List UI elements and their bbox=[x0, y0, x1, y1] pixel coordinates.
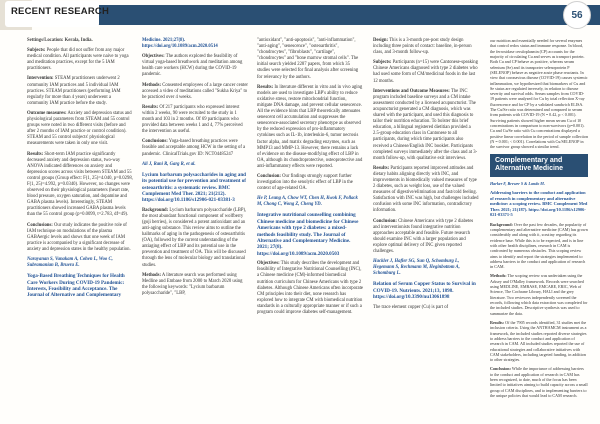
paragraph-text: While the importance of addressing barriers to the conduct and application of research in CAM has been recognized, to date, much of the focus has been limited to initiatives aiming to build capacity across a small group of CAM disciplines, and to implementing barriers to the unique policies that would lead to CAM research. bbox=[490, 366, 588, 399]
paragraph-text: Participants reported improved attitudes and dietary habits aligning directly with INC, and improvements in biomedically valued measures of type 2 diabetes, such as weight loss, use of the valued measures of digestive/elimination and fast/cold feeling. Satisfaction with INC was high, but challenges included confusion with some INC information, contradictory information. bbox=[373, 165, 479, 214]
paragraph-label: Intervention: bbox=[27, 76, 54, 82]
paragraph-label: Objectives: bbox=[257, 261, 280, 267]
paragraph-label: Objectives: bbox=[142, 54, 165, 60]
paragraph-text: This is a 3-month pre-post study design including three points of contact: baseline, in-person class, and 3-month follow-up. bbox=[373, 38, 472, 56]
paragraph-label: Subjects: bbox=[27, 48, 46, 54]
abstract-paragraph bbox=[27, 223, 133, 253]
paragraph-text: A literature search was performed using Medline and Embase from 2000 to March 2020 using the following keywords: "Lycium barbarum polysaccharide", "LBP, bbox=[142, 272, 243, 296]
article-title: Addressing barriers to the conduct and application of research in complementary and alternative medicine: a scoping review. BMC Complement Med Ther. 2021; 21(187). https://doi.org/10.1186/s12906-021-03371-5 bbox=[490, 190, 588, 218]
abstract-paragraph bbox=[142, 139, 248, 157]
paragraph-text: Our findings strongly support further investigation into the senolytic effect of LBP in the context of age-related OA. bbox=[257, 173, 353, 192]
paragraph-label: Methods: bbox=[490, 273, 507, 279]
article-title: Integrative nutritional counselling combining Chinese medicine and biomedicine for Chinese Americans with type 2 diabetes: a mixed-methods feasibility study. The Journal of Alternative and Complementary Medicine. 2021; 27(8). https://doi.org/10.1089/acm.2020.0503 bbox=[257, 212, 359, 257]
study-setting: Settings/Location: Kerala, India. bbox=[27, 38, 93, 43]
paragraph-text: Consented employees of a large cancer center accessed a video of meditations called "Sukha Kriya" to be practiced over 4 weeks. bbox=[142, 82, 248, 100]
column-5 bbox=[490, 38, 588, 402]
paragraph-label: Conclusions: bbox=[142, 139, 168, 145]
paragraph-text: Over the past few decades, the popularity of complementary and alternative medicine (CAM) has grown considerably and along with it, scrutiny regarding its evidence base. While this is to be expected, and is in line with other health disciplines, research in CAM is confronted by numerous obstacles. This scoping review aims to identify and report the strategies implemented to address barriers to the conduct and application of research in CAM. bbox=[490, 221, 588, 270]
abstract-paragraph bbox=[142, 83, 248, 101]
abstract-paragraph bbox=[27, 152, 133, 219]
paragraph-text: STEAM practitioners underwent 2 community IAM practices and 5 individual IAM practices. STEAM practitioners (performing IAM regularly for more than 4 years) underwent a community IAM practice before the study. bbox=[27, 76, 121, 106]
paragraph-label: Methods: bbox=[142, 272, 162, 278]
article-authors: Harker F, Brewer S & Lando M. bbox=[490, 180, 545, 186]
paragraph-text: Yoga-based breathing practices were feasible and acceptable among HCW in the setting of a pandemic. ClinicalTrials.gov ID: NCT04485247 bbox=[142, 139, 246, 157]
abstract-paragraph bbox=[373, 166, 479, 215]
abstract-paragraph bbox=[142, 105, 248, 135]
column-3 bbox=[257, 38, 363, 320]
paragraph-text: Lycium barbarum polysaccharide (LBP), the most abundant functional component of wolfberry (goji berries), is considered a potent antioxidant and an anti-aging substance. This review aims to outline the hallmarks of aging in the pathogenesis of osteoarthritis (OA), followed by the current understanding of the antiaging effect of LBP and its potential use in the prevention and treatment of OA. This will be discussed through the lens of molecular biology and translational studies. bbox=[142, 207, 247, 268]
section-title: RECENT RESEARCH bbox=[5, 1, 99, 27]
paragraph-label: Results: bbox=[27, 151, 44, 157]
paragraph-label: Conclusion: bbox=[490, 366, 511, 372]
paragraph-text: In literature different in vitro and in vivo aging models are used to investigate LBP's ability to reduce oxidative stress, restore mitochondrial function, mitigate DNA damage, and prevent cellular senescence. All the evidence hints that LBP theoretically attenuates senescent cell accumulation and suppresses the senescence-associated secretory phenotype as observed by the reduced expression of pro-inflammatory cytokines such as IL-1b, interleukin-6, tumor necrosis factor alpha, and matrix degrading enzymes, such as MMP13 and MMP-13. However, there remains a lack of evidence on the disease-modifying effect of LBP in OA, although its chondroprotective, osteoprotective and anti-inflammatory effects were reported. bbox=[257, 84, 363, 169]
paragraph-label: Results: bbox=[257, 84, 274, 90]
paragraph-label: Conclusion: bbox=[257, 173, 281, 179]
paragraph-label: Results: bbox=[373, 165, 390, 171]
paragraph-text: This study describes the development and feasibility of Integrative Nutritional Counselling (INC), a Chinese medicine (CM)-informed biomedical nutrition curriculum for Chinese Americans with type 2 diabetes. Although Chinese Americans often incorporate CM principles into their diet, none research has explored how to integrate CM with biomedical nutrition standards in a culturally appropriate manner or if such a program could improve diabetes self-management. bbox=[257, 261, 363, 316]
abstract-paragraph bbox=[142, 208, 248, 269]
paragraph-label: Methods: bbox=[142, 82, 162, 88]
abstract-paragraph bbox=[373, 89, 479, 162]
paragraph-text: The scoping review was undertaken using the Arksey and O'Malley framework. Records were searched using MEDLINE, EMBASE, EMCARE, ERIC, Web of Science, The Cochrane Library, HALI and the grey literature. Two reviewers independently screened the records, following which data extraction was completed for the included studies. Descriptive synthesis was used to summarize the data. bbox=[490, 273, 588, 316]
abstract-paragraph bbox=[257, 174, 363, 192]
abstract-paragraph bbox=[373, 60, 479, 84]
abstract-paragraph bbox=[373, 38, 479, 56]
article-source: Medicine. 2021;27(8). https://doi.org/10.1089/acm.2020.0514 bbox=[142, 38, 218, 50]
column-4 bbox=[373, 38, 479, 315]
paragraph-text: People that did not suffer from any major medical condition. All participants were naive to yoga and meditation practices, except for the 5 IAM practitioners. bbox=[27, 48, 129, 72]
paragraph-text: The INC program included baseline surveys and a CM intake assessment conducted by a licensed acupuncturist. The acupuncturist generated a CM diagnosis, which was shared with the participant, and used this diagnosis to tailor their nutrition education. To bolster this brief education, a bilingual registered dietitian provided a 2.5-group education class in Cantonese to all participants, during which time participants also received a Chinese/English INC booklet. Participants completed surveys immediately after the class and at 3-month follow-up, with qualitative exit interviews. bbox=[373, 88, 478, 161]
abstract-paragraph bbox=[27, 48, 133, 72]
column-2 bbox=[142, 38, 248, 301]
paragraph-text: Our study indicates the positive role of IAM technique on modulations of the plasma GABAergic levels and shows that one week of IAM practice is accompanied by a significant decrease of anxiety and depression states in the healthy population. bbox=[27, 222, 131, 252]
article-title: Relation of Serum Copper Status to Survival in COVID-19. Nutrients. 2021;13, 1898. https://doi.org/10.3390/nu13061898 bbox=[373, 281, 476, 301]
body-text: our nutrition and essentially needed for several enzymes that control redox status and immune response. In blood, the ferroxidase ceruloplasmin (CP) accounts for the majority of circulating Cu and serves as transport protein. Both Cu and CP behave as positive, whereas serum selenium (Se) and its transporter selenoprotein P (SELENOP) behave as negative acute phase reactants. In view that coronavirus disease (COVID-19) causes systemic inflammation, we hypothesized that biomarkers of Cu and Se status are regulated inversely, in relation to disease severity and survival odds. Serum samples from COVID-19 patients were analyzed for Cu by total reflection X-ray fluorescence and for CP by a validated sandwich ELISA. The Cu/Se ratio was determined and compared to serum from patients with COVID-19 (N = 0.42, p < 0.001). Surviving patients showed higher mean serum Cu of 10 concentrations in comparison to non-survivors (p=0.001). Cu and Cu/Se ratio with Cu concentrations displayed a positive linear correlation in the period of sample collection (N = 0.001; < 0.001). Correlations with Cu/SELENOP in the survivor group showed a similar trend. bbox=[490, 38, 588, 150]
paragraph-text: Chinese Americans with type 2 diabetes and interventionists found integrative nutrition approaches acceptable and feasible. Future research should examine INC with a larger population and explore optimal delivery of INC given reported challenges. bbox=[373, 218, 474, 254]
body-text: "antioxidant", "anti-apoptosis", "anti-inflammation", "anti-aging", "senescence", "osteoarthritis", "chondrocytes", "fibroblasts", "cartilage", "chondrocytes" and "bone marrow stromal cells". The initial search yielded 2287 papers, from which 35 studies were selected for final analysis after screening for relevancy by the authors. bbox=[257, 38, 359, 80]
article-authors: Hackler J, Hafler SG, Sun Q, Schomburg L, Hegemann S, Rechmann M, Heginbottom A, Schomburg L. bbox=[373, 259, 460, 277]
abstract-paragraph bbox=[257, 85, 363, 170]
abstract-paragraph bbox=[373, 219, 479, 256]
section-heading: Complementary and Alternative Medicine bbox=[490, 154, 588, 177]
abstract-paragraph bbox=[27, 76, 133, 106]
abstract-paragraph bbox=[257, 261, 363, 316]
column-1 bbox=[27, 38, 133, 303]
paragraph-label: Outcome measures: bbox=[27, 110, 67, 116]
paragraph-text: Of 217 participants who expressed interest within 2 weeks, 90 were recruited to the study in 1 month and 103 in 2 months. Of 69 participants who provided data between weeks 1 and 4, 77% perceived the intervention as useful. bbox=[142, 104, 243, 135]
abstract-paragraph bbox=[142, 273, 248, 297]
paragraph-text: Short-term IAM practice significantly decreased anxiety and depression status, two-way ANOVA indicated differences on anxiety and depression scores across visits between STEAM and 55 control groups (Group effect: F(1, 25)=4.040, p=0.0298, F(1, 25)=4.992, p=0.0340). However, no changes were observed on their physiological parameters (heart rate, blood pressure, oxygen saturation, and dopamine and GABA plasma levels). Interestingly, STEAM practitioners showed increased GABA plasma levels than the 55 control group (p=0.0099, t=2.783, df=49). bbox=[27, 151, 133, 218]
article-authors: Narayanan S, Vanakam A, Cohen L, Woo C, Subramanian B, Bruera E. bbox=[27, 257, 113, 269]
abstract-paragraph bbox=[490, 366, 588, 398]
paragraph-label: Conclusions: bbox=[27, 222, 53, 228]
page-header bbox=[0, 0, 600, 30]
abstract-paragraph bbox=[490, 320, 588, 363]
abstract-paragraph bbox=[490, 273, 588, 316]
abstract-paragraph bbox=[142, 54, 248, 78]
paragraph-label: Results: bbox=[490, 319, 505, 325]
page-number: 56 bbox=[563, 1, 591, 29]
abstract-paragraph bbox=[27, 111, 133, 148]
paragraph-label: Interventions and Outcome Measures: bbox=[373, 88, 450, 94]
abstract-paragraph bbox=[490, 222, 588, 270]
article-title: Yoga-Based Breathing Techniques for Health Care Workers During COVID-19 Pandemic: Interests, Feasibility and Acceptance. The Journal of Alternative and Complementary bbox=[27, 273, 125, 299]
article-authors: Ali J, Rani R, Garg R, et al. bbox=[142, 161, 196, 167]
body-text: The trace element copper (Cu) is part of bbox=[373, 304, 449, 310]
paragraph-label: Background: bbox=[142, 207, 169, 213]
article-authors: He P, Leung A, Chow WT, Chen H, Kwok F, Pollack M, Chong C, Wong Z, Cheng YD. bbox=[257, 196, 358, 208]
paragraph-text: Of the 7905 records identified, 31 studies met the inclusion criteria. Using the ANTHAMCM instrument as a framework, the included studies reported diverse strategies to address barriers to the conduct and application of research in CAM. All included studies reported the use of educational strategies and collaborative initiatives with CAM stakeholders, including targeted funding, in addition to other strategies. bbox=[490, 319, 587, 363]
paragraph-label: Conclusion: bbox=[373, 218, 397, 224]
paragraph-label: Background: bbox=[490, 221, 513, 227]
paragraph-text: The authors explored the feasibility of virtual yoga-based breathwork and meditation among health care workers (HCW) during the COVID-19 pandemic. bbox=[142, 54, 243, 78]
paragraph-text: Participants (n=15) were Cantonese-speaking Chinese Americans diagnosed with type 2 diabetes who had used some form of CM/medicinal foods in the last 12 months. bbox=[373, 60, 478, 84]
paragraph-label: Design: bbox=[373, 38, 389, 43]
article-title: Lycium barbarum polysaccharides in aging and its potential use for prevention and treatment of osteoarthritis: a systematic review. BMC Complement Med Ther. 2021; 21(212). https://doi.org/10.1186/s12906-021-03381-3 bbox=[142, 171, 247, 204]
paragraph-text: Anxiety and depression status and physiological parameters from STEAM and 55 control groups were noted in two different visits (before and after 2 months of IAM practice or control condition). STEAM and 55 control subjects' physiological measurements were taken in only one visit. bbox=[27, 110, 132, 147]
paragraph-label: Subjects: bbox=[373, 60, 392, 66]
paragraph-label: Results: bbox=[142, 104, 159, 110]
